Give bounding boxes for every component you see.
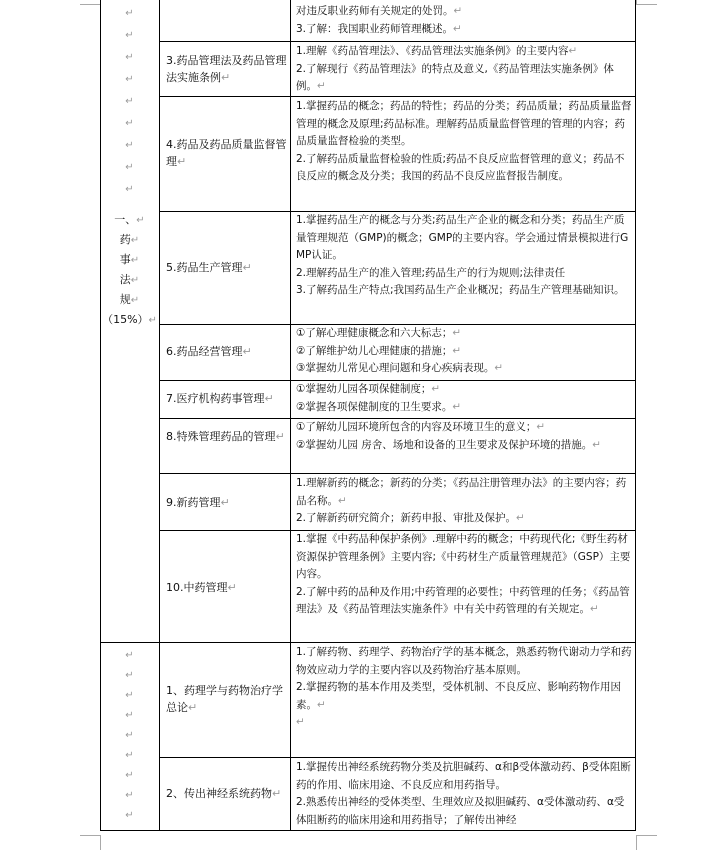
section-1-label-line: 规↵ bbox=[119, 293, 140, 306]
topic-pharmacology-general: 1、药理学与药物治疗学总论↵ bbox=[166, 684, 283, 714]
crop-mark-top-left bbox=[80, 0, 101, 5]
crop-mark-top-right bbox=[636, 0, 657, 5]
crop-mark-bottom-right bbox=[636, 835, 657, 850]
pilcrow: ↵ bbox=[125, 162, 134, 173]
content-line: ②掌握各项保健制度的卫生要求。↵ bbox=[296, 400, 462, 413]
pilcrow: ↵ bbox=[125, 710, 134, 721]
pilcrow: ↵ bbox=[125, 52, 134, 63]
content-line: 对违反职业药师有关规定的处罚。↵ bbox=[296, 5, 463, 17]
topic-tcm: 10.中药管理↵ bbox=[166, 581, 237, 594]
content-line: 2.理解药品生产的准入管理;药品生产的行为规则;法律责任 bbox=[296, 266, 566, 279]
row-divider bbox=[159, 96, 636, 97]
topic-drug-admin-law: 3.药品管理法及药品管理法实施条例↵ bbox=[166, 54, 287, 84]
topic-hospital-pharmacy: 7.医疗机构药事管理↵ bbox=[166, 392, 274, 405]
content-line: 3.了解：我国职业药师管理概述。↵ bbox=[296, 22, 462, 35]
pilcrow: ↵ bbox=[125, 790, 134, 801]
content-line: ③掌握幼儿常见心理问题和身心疾病表现。↵ bbox=[296, 362, 504, 374]
content-line: ②了解维护幼儿心理健康的措施；↵ bbox=[296, 344, 462, 357]
row-divider bbox=[159, 757, 636, 758]
content-line: 2.掌握药物的基本作用及类型，受体机制、不良反应、影响药物作用因素。↵ bbox=[296, 681, 622, 711]
content-line: 1.掌握《中药品种保护条例》.理解中药的概念；中药现代化;《野生药材资源保护管理条例》主要内容;《中药材生产质量管理规范》（GSP）主要内容。 bbox=[296, 533, 631, 580]
content-line: 1.掌握药品生产的概念与分类;药品生产企业的概念和分类；药品生产质量管理规范（GMP)的概念；GMP的主要内容。学会通过情景模拟进行GMP认证。 bbox=[296, 214, 629, 261]
pilcrow: ↵ bbox=[125, 140, 134, 151]
content-drug-production bbox=[296, 212, 632, 300]
topic-drug-production: 5.药品生产管理↵ bbox=[166, 261, 252, 274]
table-border-right bbox=[635, 0, 636, 831]
pilcrow: ↵ bbox=[125, 770, 134, 781]
section-1-label-line: 药↵ bbox=[119, 233, 140, 246]
content-line: ②掌握幼儿园 房舍、场地和设备的卫生要求及保护环境的措施。↵ bbox=[296, 438, 602, 451]
pilcrow: ↵ bbox=[125, 74, 134, 85]
topic-drug-distribution: 6.药品经营管理↵ bbox=[166, 345, 252, 358]
content-line: 1.掌握传出神经系统药物分类及抗胆碱药、α和β受体激动药、β受体阻断药的作用、临床用途、不良反应和用药指导。 bbox=[296, 761, 631, 791]
content-line: 1.了解药物、药理学、药物治疗学的基本概念，熟悉药物代谢动力学和药物效应动力学的主要内容以及药物治疗基本原则。 bbox=[296, 646, 632, 676]
content-hospital-pharmacy bbox=[296, 381, 632, 416]
table-divider-col1 bbox=[159, 0, 160, 831]
content-line: 1.理解《药品管理法》、《药品管理法实施条例》的主要内容↵ bbox=[296, 45, 578, 57]
content-line: 2.了解新药研究简介；新药申报、审批及保护。↵ bbox=[296, 512, 525, 524]
content-pharmacology-general bbox=[296, 644, 632, 732]
row-divider bbox=[159, 41, 636, 42]
content-line: 2.了解药品质量监督检验的性质;药品不良反应监督管理的意义；药品不良反应的概念及分类；我国的药品不良反应监督报告制度。 bbox=[296, 152, 625, 182]
content-line: ①了解幼儿园环境所包含的内容及环境卫生的意义；↵ bbox=[296, 421, 546, 433]
content-drug-admin-law bbox=[296, 43, 632, 96]
table-border-bottom bbox=[100, 830, 636, 831]
row-content-continuation bbox=[296, 3, 632, 38]
section-1-label-line: 一、↵ bbox=[114, 213, 145, 226]
section-1-label-line: （15%）↵ bbox=[102, 313, 157, 326]
topic-new-drugs: 9.新药管理↵ bbox=[166, 496, 230, 509]
pilcrow: ↵ bbox=[125, 118, 134, 129]
pilcrow: ↵ bbox=[125, 670, 134, 681]
content-line: ①了解心理健康概念和六大标志；↵ bbox=[296, 327, 462, 339]
section-1-label-line: 事↵ bbox=[119, 253, 140, 266]
content-line: ↵ bbox=[296, 716, 305, 728]
content-peripheral-nervous-drugs bbox=[296, 759, 632, 829]
topic-drug-quality-supervision: 4.药品及药品质量监督管理↵ bbox=[166, 138, 287, 168]
content-drug-quality-supervision bbox=[296, 98, 632, 186]
topic-peripheral-nervous-drugs: 2、传出神经系统药物↵ bbox=[166, 787, 282, 800]
row-divider bbox=[159, 473, 636, 474]
pilcrow: ↵ bbox=[125, 690, 134, 701]
content-line: 3.了解药品生产特点;我国药品生产企业概况；药品生产管理基础知识。 bbox=[296, 284, 625, 296]
content-line: 2.熟悉传出神经的受体类型、生理效应及拟胆碱药、α受体激动药、α受体阻断药的临床用途和用药指导；了解传出神经 bbox=[296, 796, 625, 826]
content-new-drugs bbox=[296, 475, 632, 528]
content-drug-distribution bbox=[296, 325, 632, 378]
section-1-label-line: 法↵ bbox=[119, 273, 140, 286]
content-special-drugs bbox=[296, 419, 632, 454]
syllabus-table bbox=[100, 0, 636, 831]
pilcrow: ↵ bbox=[125, 730, 134, 741]
content-line: 1.理解新药的概念；新药的分类；《药品注册管理办法》的主要内容；药品名称。↵ bbox=[296, 477, 627, 507]
section-divider bbox=[100, 642, 636, 643]
content-line: 2.了解中药的品种及作用;中药管理的必要性；中药管理的任务；《药品管理法》及《药品管理法实施条件》中有关中药管理的有关规定。↵ bbox=[296, 585, 630, 615]
pilcrow: ↵ bbox=[125, 184, 134, 195]
pilcrow: ↵ bbox=[125, 8, 134, 19]
content-line: ①掌握幼儿园各项保健制度；↵ bbox=[296, 383, 441, 395]
topic-special-drugs: 8.特殊管理药品的管理↵ bbox=[166, 430, 285, 443]
pilcrow: ↵ bbox=[125, 30, 134, 41]
content-tcm bbox=[296, 531, 632, 619]
content-line: 2.了解现行《药品管理法》的特点及意义,《药品管理法实施条例》体例。↵ bbox=[296, 62, 614, 92]
content-line: 1.掌握药品的概念；药品的特性；药品的分类；药品质量；药品质量监督管理的概念及原理;药品标准。理解药品质量监督管理的管理的内容；药品质量监督检验的类型。 bbox=[296, 100, 632, 147]
pilcrow: ↵ bbox=[125, 650, 134, 661]
pilcrow: ↵ bbox=[125, 750, 134, 761]
pilcrow: ↵ bbox=[125, 96, 134, 107]
crop-mark-bottom-left bbox=[80, 835, 101, 850]
pilcrow: ↵ bbox=[125, 810, 134, 821]
